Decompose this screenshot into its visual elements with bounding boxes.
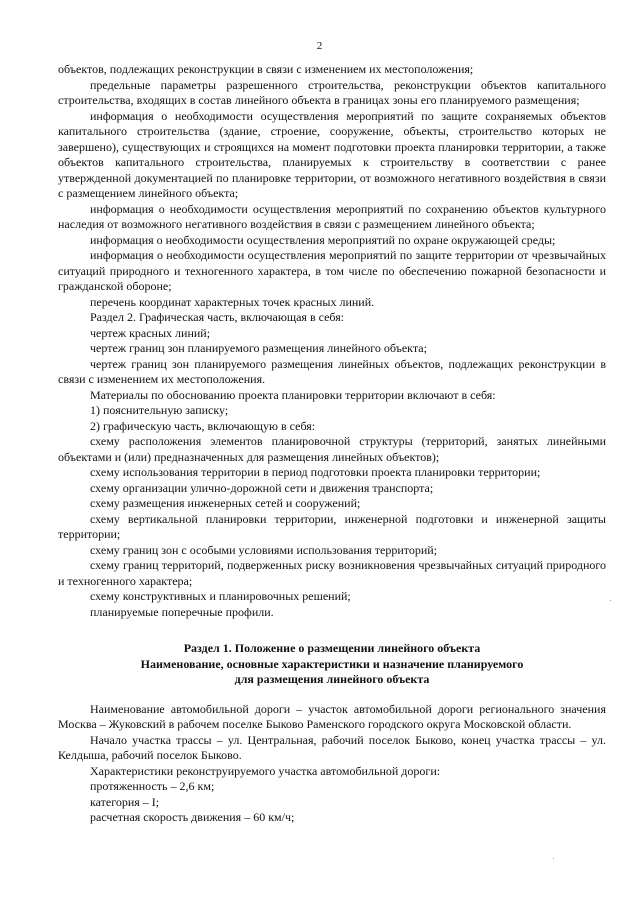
paragraph-p16: схему использования территории в период подготовки проекта планировки территории; xyxy=(90,465,541,479)
paragraph-p08: Раздел 2. Графическая часть, включающая в себя: xyxy=(90,310,345,324)
paragraph-p20: схему границ зон с особыми условиями использования территорий; xyxy=(90,542,438,557)
paragraph-b02: Начало участка трассы – ул. Центральная, рабочий поселок Быково, конец участка трассы – ул. Келдыша, рабочий поселок Быково. xyxy=(58,732,606,762)
paragraph-p17: схему организации улично-дорожной сети и движения транспорта; xyxy=(90,480,434,495)
paragraph-p14: 2) графическую часть, включающую в себя: xyxy=(90,418,316,433)
page-number: 2 xyxy=(316,40,323,52)
paragraph-p23: планируемые поперечные профили. xyxy=(90,604,274,619)
paragraph-p06: информация о необходимости осуществления мероприятий по защите территории от чрезвычайных ситуаций природного и техногенного характера, в том числе по обеспечению пожарной безопасности и гражданской обороне; xyxy=(58,248,606,293)
paragraph-b06: расчетная скорость движения – 60 км/ч; xyxy=(90,810,295,824)
scan-speck xyxy=(610,600,611,601)
paragraph-p09: чертеж красных линий; xyxy=(90,325,211,340)
scan-speck xyxy=(553,858,554,859)
paragraph-p04: информация о необходимости осуществления мероприятий по сохранению объектов культурного наследия от возможного негативного воздействия в связи с размещением линейного объекта; xyxy=(58,201,606,231)
paragraph-p22: схему конструктивных и планировочных решений; xyxy=(90,589,351,603)
paragraph-p18: схему размещения инженерных сетей и сооружений; xyxy=(90,496,361,510)
paragraph-p03: информация о необходимости осуществления мероприятий по защите сохраняемых объектов капитального строительства (здание, строение, сооружение, объекты, строительство которых не завершено), существующих и строящихся на момент подготовки проекта планировки территории, а также объектов капитального строительства, планируемых к строительству в соответствии с ранее утвержденной документацией по планировке территории, от возможного негативного воздействия в связи с размещением линейного объекта; xyxy=(58,108,606,200)
spacer xyxy=(58,688,606,702)
requirements-list xyxy=(58,62,606,620)
paragraph-p01: объектов, подлежащих реконструкции в связи с изменением их местоположения; xyxy=(58,62,474,76)
paragraph-b05: категория – I; xyxy=(90,794,160,809)
section-heading-line-1: Раздел 1. Положение о размещении линейного объекта xyxy=(183,641,481,655)
paragraph-p02: предельные параметры разрешенного строительства, реконструкции объектов капитального строительства, входящих в состав линейного объекта в границах зоны его планируемого размещения; xyxy=(58,77,606,107)
paragraph-p21: схему границ территорий, подверженных риску возникновения чрезвычайных ситуаций природного и техногенного характера; xyxy=(58,558,606,588)
paragraph-p19: схему вертикальной планировки территории, инженерной подготовки и инженерной защиты территории; xyxy=(58,511,606,541)
paragraph-p05: информация о необходимости осуществления мероприятий по охране окружающей среды; xyxy=(90,232,556,247)
paragraph-p15: схему расположения элементов планировочной структуры (территорий, занятых линейными объектами и (или) предназначенных для размещения линейных объектов); xyxy=(58,434,606,464)
paragraph-b04: протяженность – 2,6 км; xyxy=(90,779,215,793)
paragraph-p13: 1) пояснительную записку; xyxy=(90,403,229,417)
paragraph-p07: перечень координат характерных точек красных линий. xyxy=(90,294,375,309)
section-heading xyxy=(58,641,606,688)
paragraph-p12: Материалы по обоснованию проекта планировки территории включают в себя: xyxy=(90,387,496,402)
road-description xyxy=(58,702,606,826)
paragraph-b03: Характеристики реконструируемого участка автомобильной дороги: xyxy=(90,763,441,778)
paragraph-b01: Наименование автомобильной дороги – участок автомобильной дороги регионального значения Москва – Жуковский в рабочем поселке Быково Раменского городского округа Московской области. xyxy=(58,701,606,731)
section-heading-line-3: для размещения линейного объекта xyxy=(234,672,430,686)
paragraph-p10: чертеж границ зон планируемого размещения линейного объекта; xyxy=(90,341,427,355)
document-body xyxy=(58,62,606,826)
paragraph-p11: чертеж границ зон планируемого размещения линейных объектов, подлежащих реконструкции в связи с изменением их местоположения. xyxy=(58,356,606,386)
section-heading-line-2: Наименование, основные характеристики и назначение планируемого xyxy=(140,656,524,671)
